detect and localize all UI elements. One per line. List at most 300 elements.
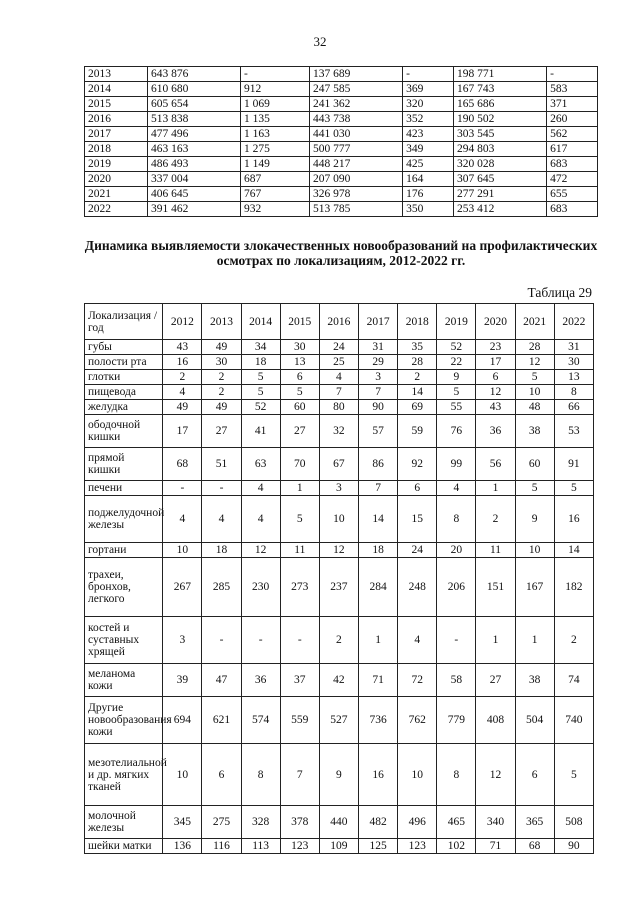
localization-cell: Другие новообразования кожи (85, 697, 163, 744)
value-cell: 11 (476, 543, 515, 558)
value-cell: 90 (554, 839, 593, 854)
table-row (85, 385, 594, 400)
value-cell: 284 (359, 558, 398, 617)
value-cell: 34 (241, 340, 280, 355)
value-cell: 13 (554, 370, 593, 385)
table-row (85, 82, 598, 97)
value-cell: 4 (163, 385, 202, 400)
value-cell: 369 (403, 82, 454, 97)
value-cell: 237 (319, 558, 358, 617)
table-row (85, 400, 594, 415)
value-cell: 2 (319, 617, 358, 664)
value-cell: 3 (319, 481, 358, 496)
value-cell: 164 (403, 172, 454, 187)
value-cell: 49 (163, 400, 202, 415)
value-cell: 136 (163, 839, 202, 854)
value-cell: 230 (241, 558, 280, 617)
header-row (85, 304, 594, 340)
value-cell: 273 (280, 558, 319, 617)
value-cell: 349 (403, 142, 454, 157)
value-cell: 63 (241, 448, 280, 481)
value-cell: 248 (398, 558, 437, 617)
value-cell: 10 (398, 744, 437, 806)
value-cell: 440 (319, 806, 358, 839)
value-cell: 303 545 (453, 127, 546, 142)
year-header: 2013 (202, 304, 241, 340)
value-cell: 500 777 (310, 142, 403, 157)
value-cell: 4 (319, 370, 358, 385)
localization-cell: мезотелиальной и др. мягких тканей (85, 744, 163, 806)
value-cell: 90 (359, 400, 398, 415)
table-row (85, 617, 594, 664)
localization-table (84, 303, 594, 854)
table-row (85, 543, 594, 558)
value-cell: 12 (476, 385, 515, 400)
value-cell: 57 (359, 415, 398, 448)
value-cell: 53 (554, 415, 593, 448)
value-cell: 28 (398, 355, 437, 370)
table-row (85, 355, 594, 370)
value-cell: 190 502 (453, 112, 546, 127)
value-cell: 27 (202, 415, 241, 448)
year-header: 2017 (359, 304, 398, 340)
value-cell: 99 (437, 448, 476, 481)
value-cell: 116 (202, 839, 241, 854)
value-cell: 508 (554, 806, 593, 839)
value-cell: 48 (515, 400, 554, 415)
value-cell: 14 (398, 385, 437, 400)
localization-cell: печени (85, 481, 163, 496)
value-cell: 3 (163, 617, 202, 664)
value-cell: 15 (398, 496, 437, 543)
value-cell: 35 (398, 340, 437, 355)
year-header: 2019 (437, 304, 476, 340)
value-cell: 6 (280, 370, 319, 385)
value-cell: - (163, 481, 202, 496)
page-number: 32 (313, 34, 327, 49)
value-cell: 345 (163, 806, 202, 839)
value-cell: 683 (547, 157, 598, 172)
year-header: 2020 (476, 304, 515, 340)
value-cell: 20 (437, 543, 476, 558)
year-cell: 2015 (85, 97, 148, 112)
value-cell: 6 (398, 481, 437, 496)
value-cell: 477 496 (147, 127, 240, 142)
value-cell: 10 (163, 543, 202, 558)
value-cell: 25 (319, 355, 358, 370)
value-cell: 527 (319, 697, 358, 744)
year-cell: 2018 (85, 142, 148, 157)
value-cell: 2 (202, 370, 241, 385)
value-cell: - (547, 67, 598, 82)
table-row (85, 744, 594, 806)
table-row (85, 67, 598, 82)
value-cell: 320 (403, 97, 454, 112)
value-cell: 109 (319, 839, 358, 854)
value-cell: 267 (163, 558, 202, 617)
value-cell: 1 163 (241, 127, 310, 142)
table-row (85, 558, 594, 617)
value-cell: 5 (241, 385, 280, 400)
value-cell: 10 (319, 496, 358, 543)
value-cell: 66 (554, 400, 593, 415)
value-cell: 18 (202, 543, 241, 558)
value-cell: 39 (163, 664, 202, 697)
value-cell: 60 (280, 400, 319, 415)
value-cell: 14 (359, 496, 398, 543)
value-cell: 683 (547, 202, 598, 217)
table-row (85, 187, 598, 202)
value-cell: 350 (403, 202, 454, 217)
value-cell: 2 (554, 617, 593, 664)
value-cell: 80 (319, 400, 358, 415)
table-row (85, 97, 598, 112)
value-cell: 610 680 (147, 82, 240, 97)
value-cell: 7 (280, 744, 319, 806)
value-cell: 28 (515, 340, 554, 355)
value-cell: 9 (437, 370, 476, 385)
value-cell: 6 (476, 370, 515, 385)
value-cell: 42 (319, 664, 358, 697)
value-cell: 583 (547, 82, 598, 97)
value-cell: - (202, 617, 241, 664)
value-cell: 2 (398, 370, 437, 385)
value-cell: 113 (241, 839, 280, 854)
table-row (85, 481, 594, 496)
value-cell: 736 (359, 697, 398, 744)
value-cell: 253 412 (453, 202, 546, 217)
value-cell: 1 (476, 481, 515, 496)
localization-cell: меланома кожи (85, 664, 163, 697)
value-cell: 67 (319, 448, 358, 481)
value-cell: 762 (398, 697, 437, 744)
value-cell: 1 (359, 617, 398, 664)
table-row (85, 697, 594, 744)
value-cell: 16 (554, 496, 593, 543)
value-cell: 932 (241, 202, 310, 217)
value-cell: 167 (515, 558, 554, 617)
value-cell: 176 (403, 187, 454, 202)
value-cell: 55 (437, 400, 476, 415)
value-cell: 23 (476, 340, 515, 355)
localization-cell: поджелудочной железы (85, 496, 163, 543)
value-cell: 513 838 (147, 112, 240, 127)
year-cell: 2021 (85, 187, 148, 202)
value-cell: 1 135 (241, 112, 310, 127)
year-header: 2022 (554, 304, 593, 340)
value-cell: 43 (476, 400, 515, 415)
value-cell: 605 654 (147, 97, 240, 112)
value-cell: 694 (163, 697, 202, 744)
value-cell: 5 (437, 385, 476, 400)
year-header: 2014 (241, 304, 280, 340)
value-cell: 36 (241, 664, 280, 697)
value-cell: 7 (359, 481, 398, 496)
value-cell: 207 090 (310, 172, 403, 187)
value-cell: 47 (202, 664, 241, 697)
value-cell: 74 (554, 664, 593, 697)
value-cell: 52 (241, 400, 280, 415)
table-row (85, 806, 594, 839)
value-cell: 123 (398, 839, 437, 854)
value-cell: 12 (476, 744, 515, 806)
value-cell: 277 291 (453, 187, 546, 202)
value-cell: - (241, 617, 280, 664)
value-cell: 10 (515, 385, 554, 400)
value-cell: 912 (241, 82, 310, 97)
table-row (85, 340, 594, 355)
value-cell: 31 (359, 340, 398, 355)
value-cell: 38 (515, 415, 554, 448)
year-cell: 2019 (85, 157, 148, 172)
value-cell: 182 (554, 558, 593, 617)
value-cell: 2 (202, 385, 241, 400)
value-cell: 17 (163, 415, 202, 448)
table-label: Таблица 29 (527, 285, 592, 300)
value-cell: 12 (241, 543, 280, 558)
value-cell: 8 (554, 385, 593, 400)
value-cell: 36 (476, 415, 515, 448)
value-cell: 18 (241, 355, 280, 370)
year-header: 2012 (163, 304, 202, 340)
value-cell: 574 (241, 697, 280, 744)
value-cell: 617 (547, 142, 598, 157)
table-caption: Динамика выявляемости злокачественных новообразований на профилактических осмотрах по локализациям, 2012-2022 гг. (84, 238, 598, 268)
value-cell: 8 (437, 744, 476, 806)
value-cell: 559 (280, 697, 319, 744)
value-cell: 621 (202, 697, 241, 744)
year-cell: 2016 (85, 112, 148, 127)
value-cell: 123 (280, 839, 319, 854)
localization-cell: губы (85, 340, 163, 355)
value-cell: 443 738 (310, 112, 403, 127)
value-cell: 68 (163, 448, 202, 481)
value-cell: 92 (398, 448, 437, 481)
value-cell: 423 (403, 127, 454, 142)
value-cell: 72 (398, 664, 437, 697)
continued-table (84, 66, 598, 217)
table-row (85, 142, 598, 157)
value-cell: 91 (554, 448, 593, 481)
value-cell: 51 (202, 448, 241, 481)
value-cell: 86 (359, 448, 398, 481)
value-cell: - (241, 67, 310, 82)
value-cell: 29 (359, 355, 398, 370)
localization-cell: полости рта (85, 355, 163, 370)
value-cell: 504 (515, 697, 554, 744)
value-cell: 198 771 (453, 67, 546, 82)
value-cell: 5 (280, 385, 319, 400)
value-cell: - (437, 617, 476, 664)
value-cell: 740 (554, 697, 593, 744)
value-cell: 69 (398, 400, 437, 415)
value-cell: 2 (163, 370, 202, 385)
value-cell: 206 (437, 558, 476, 617)
value-cell: 60 (515, 448, 554, 481)
value-cell: 320 028 (453, 157, 546, 172)
value-cell: - (280, 617, 319, 664)
value-cell: 1 069 (241, 97, 310, 112)
year-header: 2021 (515, 304, 554, 340)
value-cell: 49 (202, 340, 241, 355)
value-cell: 37 (280, 664, 319, 697)
value-cell: 441 030 (310, 127, 403, 142)
value-cell: 137 689 (310, 67, 403, 82)
value-cell: 41 (241, 415, 280, 448)
value-cell: 9 (515, 496, 554, 543)
value-cell: 463 163 (147, 142, 240, 157)
value-cell: 59 (398, 415, 437, 448)
value-cell: 5 (241, 370, 280, 385)
value-cell: 241 362 (310, 97, 403, 112)
value-cell: 102 (437, 839, 476, 854)
value-cell: 448 217 (310, 157, 403, 172)
value-cell: 14 (554, 543, 593, 558)
year-header: 2015 (280, 304, 319, 340)
value-cell: 406 645 (147, 187, 240, 202)
value-cell: 328 (241, 806, 280, 839)
value-cell: 165 686 (453, 97, 546, 112)
localization-cell: пищевода (85, 385, 163, 400)
year-header: 2016 (319, 304, 358, 340)
value-cell: 68 (515, 839, 554, 854)
value-cell: 352 (403, 112, 454, 127)
value-cell: 562 (547, 127, 598, 142)
value-cell: 6 (515, 744, 554, 806)
value-cell: 7 (319, 385, 358, 400)
value-cell: 472 (547, 172, 598, 187)
value-cell: 247 585 (310, 82, 403, 97)
value-cell: 22 (437, 355, 476, 370)
value-cell: 52 (437, 340, 476, 355)
value-cell: 8 (241, 744, 280, 806)
year-cell: 2013 (85, 67, 148, 82)
value-cell: 16 (163, 355, 202, 370)
value-cell: 5 (515, 481, 554, 496)
value-cell: 27 (476, 664, 515, 697)
table-row (85, 664, 594, 697)
table-row (85, 496, 594, 543)
localization-cell: гортани (85, 543, 163, 558)
value-cell: 687 (241, 172, 310, 187)
value-cell: 307 645 (453, 172, 546, 187)
year-cell: 2014 (85, 82, 148, 97)
table-row (85, 202, 598, 217)
value-cell: 1 275 (241, 142, 310, 157)
table-row (85, 448, 594, 481)
localization-cell: ободочной кишки (85, 415, 163, 448)
value-cell: 30 (554, 355, 593, 370)
table-row (85, 370, 594, 385)
value-cell: 76 (437, 415, 476, 448)
value-cell: 151 (476, 558, 515, 617)
value-cell: 326 978 (310, 187, 403, 202)
value-cell: 24 (398, 543, 437, 558)
value-cell: 3 (359, 370, 398, 385)
value-cell: 18 (359, 543, 398, 558)
value-cell: 71 (359, 664, 398, 697)
value-cell: 5 (280, 496, 319, 543)
value-cell: 38 (515, 664, 554, 697)
value-cell: 9 (319, 744, 358, 806)
localization-cell: молочной железы (85, 806, 163, 839)
value-cell: 5 (515, 370, 554, 385)
value-cell: 4 (202, 496, 241, 543)
value-cell: 1 149 (241, 157, 310, 172)
value-cell: 2 (476, 496, 515, 543)
value-cell: 465 (437, 806, 476, 839)
value-cell: 43 (163, 340, 202, 355)
localization-cell: глотки (85, 370, 163, 385)
value-cell: 1 (515, 617, 554, 664)
value-cell: 24 (319, 340, 358, 355)
value-cell: 13 (280, 355, 319, 370)
value-cell: 779 (437, 697, 476, 744)
table-row (85, 415, 594, 448)
value-cell: 5 (554, 481, 593, 496)
value-cell: 294 803 (453, 142, 546, 157)
value-cell: 425 (403, 157, 454, 172)
value-cell: 1 (476, 617, 515, 664)
value-cell: 8 (437, 496, 476, 543)
table-row (85, 112, 598, 127)
value-cell: 496 (398, 806, 437, 839)
localization-cell: трахеи, бронхов, легкого (85, 558, 163, 617)
table-row (85, 157, 598, 172)
value-cell: 1 (280, 481, 319, 496)
value-cell: 5 (554, 744, 593, 806)
localization-cell: прямой кишки (85, 448, 163, 481)
value-cell: 4 (398, 617, 437, 664)
value-cell: 17 (476, 355, 515, 370)
value-cell: 11 (280, 543, 319, 558)
localization-cell: желудка (85, 400, 163, 415)
value-cell: 767 (241, 187, 310, 202)
value-cell: 408 (476, 697, 515, 744)
value-cell: 10 (515, 543, 554, 558)
value-cell: 643 876 (147, 67, 240, 82)
value-cell: 56 (476, 448, 515, 481)
value-cell: 125 (359, 839, 398, 854)
value-cell: 486 493 (147, 157, 240, 172)
year-cell: 2020 (85, 172, 148, 187)
value-cell: 4 (241, 481, 280, 496)
year-cell: 2022 (85, 202, 148, 217)
value-cell: 391 462 (147, 202, 240, 217)
value-cell: 30 (280, 340, 319, 355)
year-header: 2018 (398, 304, 437, 340)
value-cell: 12 (319, 543, 358, 558)
value-cell: - (202, 481, 241, 496)
year-cell: 2017 (85, 127, 148, 142)
value-cell: 49 (202, 400, 241, 415)
value-cell: 71 (476, 839, 515, 854)
value-cell: 31 (554, 340, 593, 355)
value-cell: 4 (241, 496, 280, 543)
value-cell: 7 (359, 385, 398, 400)
value-cell: 167 743 (453, 82, 546, 97)
value-cell: 340 (476, 806, 515, 839)
value-cell: 12 (515, 355, 554, 370)
value-cell: 655 (547, 187, 598, 202)
value-cell: 365 (515, 806, 554, 839)
localization-cell: шейки матки (85, 839, 163, 854)
value-cell: 371 (547, 97, 598, 112)
value-cell: 70 (280, 448, 319, 481)
value-cell: 260 (547, 112, 598, 127)
value-cell: 10 (163, 744, 202, 806)
value-cell: 4 (163, 496, 202, 543)
